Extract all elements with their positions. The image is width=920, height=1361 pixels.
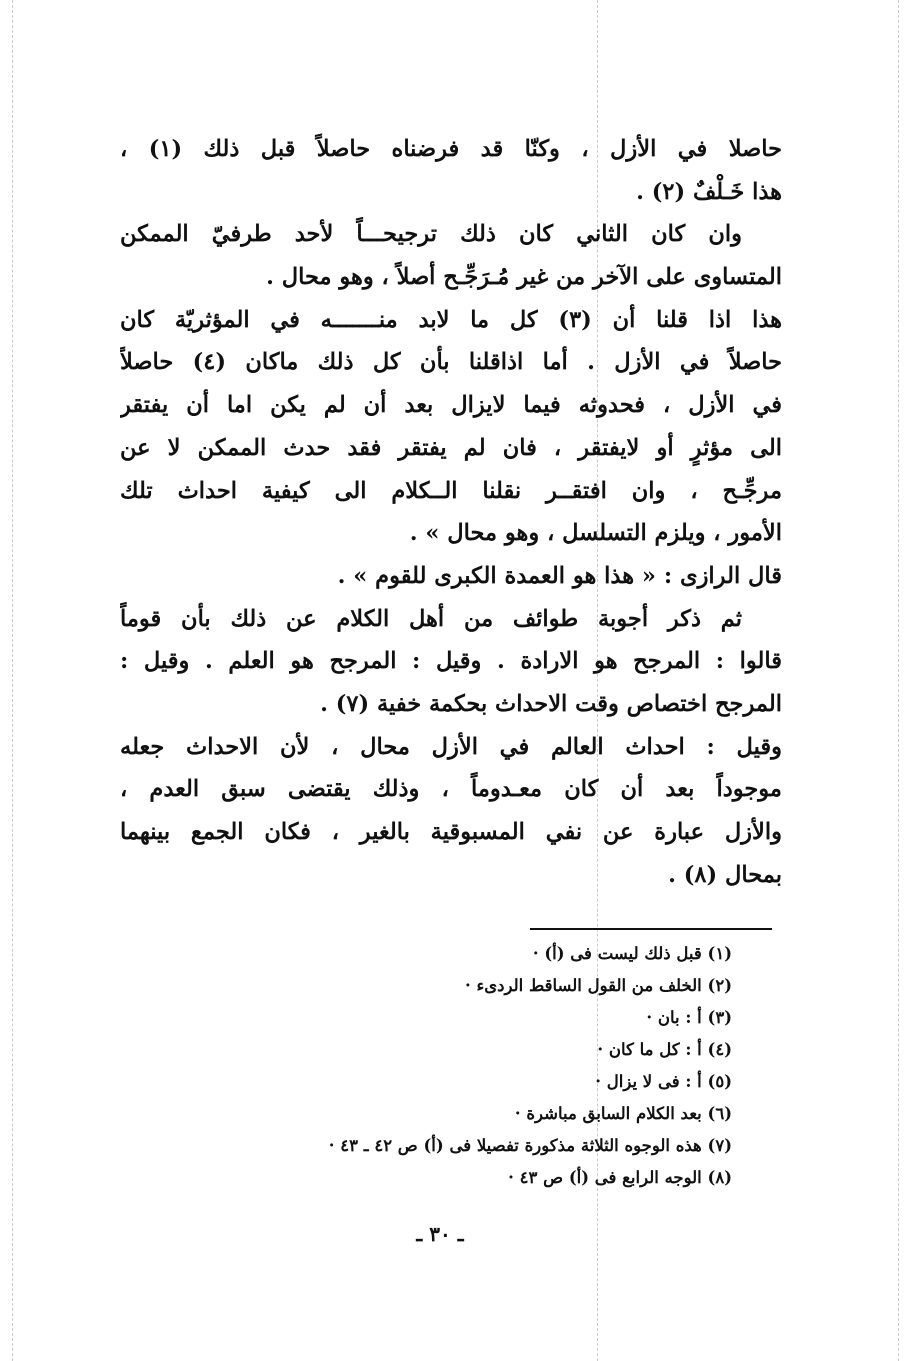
text-line: حاصلا في الأزل ، وكنّا قد فرضناه حاصلاً قبل ذلك (١) ، (120, 136, 782, 162)
footnote-item: (٤) أ : كل ما كان · (597, 1040, 732, 1059)
footnote-item: (٧) هذه الوجوه الثلاثة مذكورة تفصيلا فى (أ) ص ٤٢ ـ ٤٣ · (328, 1136, 732, 1155)
text-line: في الأزل ، فحدوثه فيما لايزال بعد أن لم يكن اما أن يفتقر (120, 392, 782, 419)
footnote-item: (١) قبل ذلك ليست فى (أ) · (532, 944, 732, 963)
text-line: هذا اذا قلنا أن (٣) كل ما لابد منـــــــه في المؤثريّة كان (120, 306, 782, 333)
footnote-item: (٨) الوجه الرابع فى (أ) ص ٤٣ · (508, 1168, 732, 1187)
text-line: وان كان الثاني كان ذلك ترجيحـــاً لأحد طرفيّ الممكن (120, 221, 742, 248)
text-line: المتساوى على الآخر من غير مُـرَجِّـح أصلاً ، وهو محال . (266, 264, 782, 291)
text-line: هذا خَـلْفٌ (٢) . (636, 178, 782, 205)
text-line: والأزل عبارة عن نفي المسبوقية بالغير ، فكان الجمع بينهما (120, 819, 782, 845)
text-line: ثم ذكر أجوبة طوائف من أهل الكلام عن ذلك بأن قوماً (120, 605, 742, 632)
footnote-item: (٣) أ : بان · (646, 1008, 732, 1027)
scan-guide-line-right (898, 0, 899, 1361)
footnote-item: (٢) الخلف من القول الساقط الردىء · (464, 976, 732, 995)
text-line: حاصلاً في الأزل . أما اذاقلنا بأن كل ذلك ماكان (٤) حاصلاً (120, 349, 782, 376)
page-number: ـ ٣٠ ـ (416, 1222, 464, 1246)
text-line: الأمور ، ويلزم التسلسل ، وهو محال » . (409, 520, 782, 547)
scan-guide-line-left (12, 0, 13, 1361)
footnote-item: (٥) أ : فى لا يزال · (595, 1072, 732, 1091)
main-text (120, 128, 782, 896)
text-line: قال الرازى : « هذا هو العمدة الكبرى للقوم » . (337, 562, 782, 589)
footnotes-list (140, 938, 732, 1194)
text-line: وقيل : احداث العالم في الأزل محال ، لأن الاحداث جعله (120, 733, 782, 760)
text-line: قالوا : المرجح هو الارادة . وقيل : المرجح هو العلم . وقيل : (120, 648, 782, 675)
text-line: المرجح اختصاص وقت الاحداث بحكمة خفية (٧) . (320, 690, 782, 717)
text-line: مرجِّـح ، وان افتقــر نقلنا الــكلام الى كيفية احداث تلك (120, 477, 782, 504)
footnote-item: (٦) بعد الكلام السابق مباشرة · (514, 1104, 732, 1123)
footnote-separator (530, 928, 772, 930)
text-line: الى مؤثرٍ أو لايفتقر ، فان لم يفتقر فقد حدث الممكن لا عن (120, 434, 782, 461)
text-line: بمحال (٨) . (668, 861, 782, 888)
text-line: موجوداً بعد أن كان معـدوماً ، وذلك يقتضى سبق العدم ، (120, 776, 782, 803)
